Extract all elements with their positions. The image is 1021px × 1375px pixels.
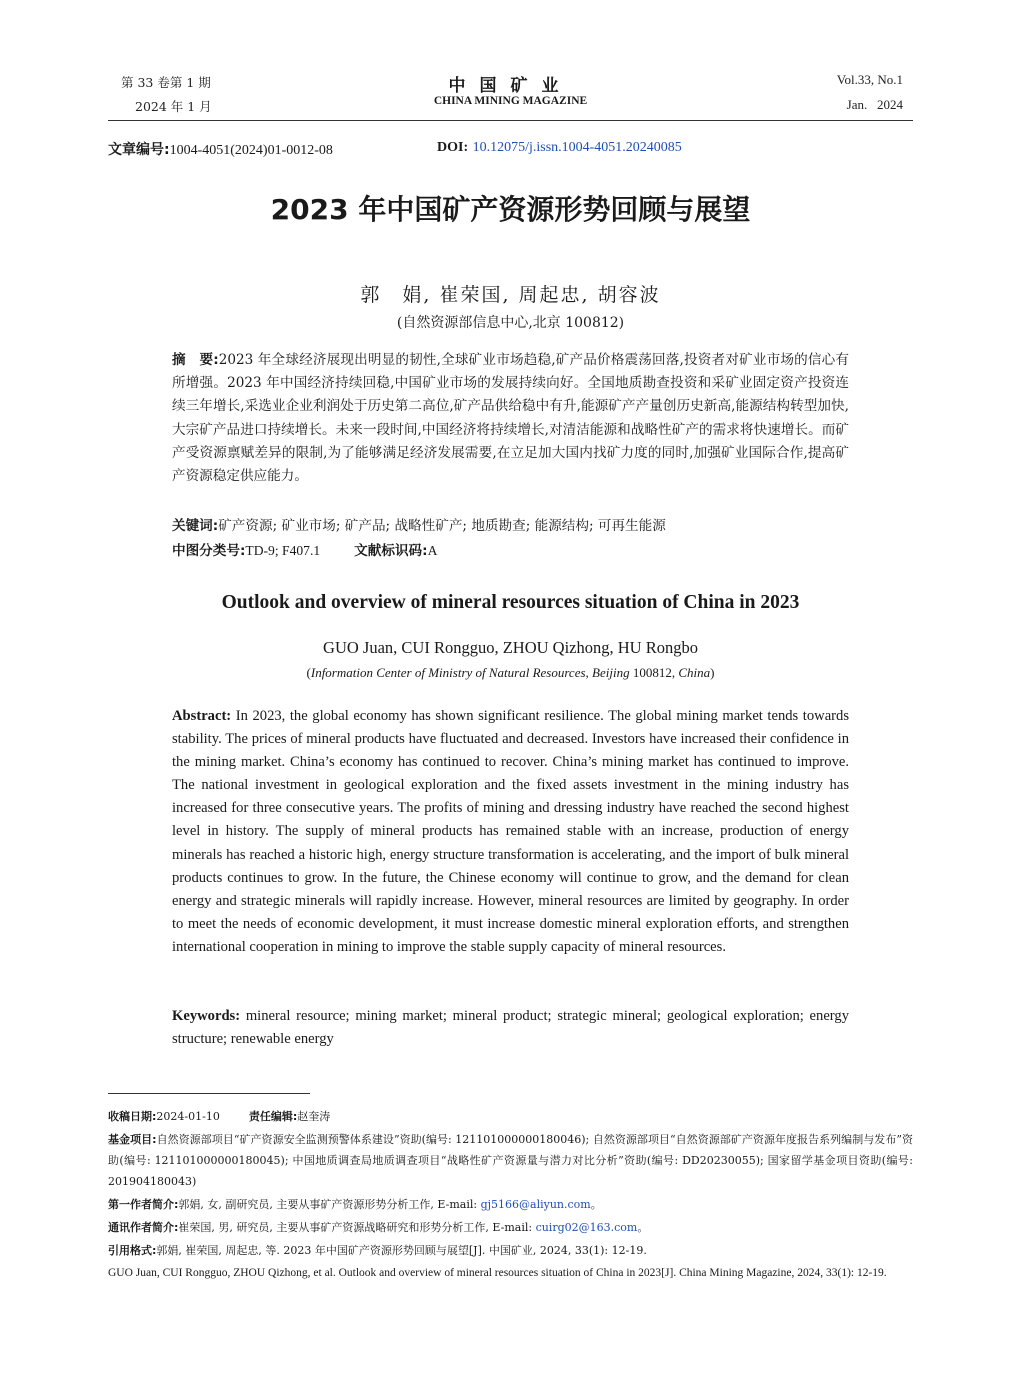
keywords-cn xyxy=(172,515,849,538)
first-author-email-link[interactable]: gj5166@aliyun.com xyxy=(480,1198,591,1211)
volume-issue-cn: 第 33 卷第 1 期 xyxy=(121,75,211,90)
title-en: Outlook and overview of mineral resources situation of China in 2023 xyxy=(221,592,800,613)
clc-label: 中图分类号: xyxy=(172,543,246,559)
volume-issue-en: Vol.33, No.1 xyxy=(836,72,903,87)
affil-open: ( xyxy=(306,665,311,680)
article-number-label: 文章编号: xyxy=(108,142,170,158)
authors-cn: 郭 娟, 崔荣国, 周起忠, 胡容波 xyxy=(360,284,661,306)
citation-cn-text: 郭娟, 崔荣国, 周起忠, 等. 2023 年中国矿产资源形势回顾与展望[J]. 中国矿业, 2024, 33(1): 12-19. xyxy=(156,1244,647,1257)
affil-close: ) xyxy=(710,665,715,680)
header-divider xyxy=(108,120,913,121)
keywords-en xyxy=(172,1005,849,1051)
fund-label: 基金项目: xyxy=(108,1133,157,1146)
abstract-cn-text: 2023 年全球经济展现出明显的韧性,全球矿业市场趋稳,矿产品价格震荡回落,投资者对矿业市场的信心有所增强。2023 年中国经济持续回稳,中国矿业市场的发展持续向好。全国地质勘查投资和采矿业固定资产投资连续三年增长,采选业企业利润处于历史第二高位,矿产品供给稳中有升,能源矿产产量创历史新高,能源结构转型加快,大宗矿产品进口持续增长。未来一段时间,中国经济将持续增长,对清洁能源和战略性矿产的需求将快速增长。而矿产受资源禀赋差异的限制,为了能够满足经济发展需要,在立足加大国内找矿力度的同时,加强矿业国际合作,提高矿产资源稳定供应能力。 xyxy=(172,352,849,485)
page-title: 2023 年中国矿产资源形势回顾与展望 xyxy=(270,193,751,226)
footnote-received xyxy=(108,1106,913,1127)
affil-org: Information Center of Ministry of Natural Resources xyxy=(310,665,586,680)
article-number xyxy=(108,139,333,159)
keywords-cn-text: 矿产资源; 矿业市场; 矿产品; 战略性矿产; 地质勘查; 能源结构; 可再生能源 xyxy=(218,518,666,534)
abstract-cn xyxy=(172,349,849,488)
date-cn: 2024 年 1 月 xyxy=(135,99,212,114)
doi-link[interactable]: 10.12075/j.issn.1004-4051.20240085 xyxy=(472,140,682,155)
keywords-cn-label: 关键词: xyxy=(172,518,219,534)
journal-name-cn: 中国矿业 xyxy=(448,76,573,96)
abstract-en xyxy=(172,705,849,959)
footnote-citation-en: GUO Juan, CUI Rongguo, ZHOU Qizhong, et al. Outlook and overview of mineral resources situation of China in 2023[J]. China Mining Magazine, 2024, 33(1): 12-19. xyxy=(108,1267,887,1279)
footnote-divider xyxy=(108,1093,310,1094)
first-author-label: 第一作者简介: xyxy=(108,1198,179,1211)
classification xyxy=(172,539,849,563)
received-label: 收稿日期: xyxy=(108,1110,157,1123)
abstract-en-text: In 2023, the global economy has shown significant resilience. The global mining market tends towards stability. The prices of mineral products have fluctuated and decreased. Investors have increased their confidence in the mining market. China’s economy has continued to recover. China’s mining market has continued to improve. The national investment in geological exploration and the fixed assets investment in the mining industry has increased for three consecutive years. The profits of mining and dressing industry have reached the second highest level in history. The supply of mineral products has remained stable with an increase, production of energy minerals has reached a historic high, energy structure transformation is accelerating, and the import of bulk mineral products continues to grow. In the future, the Chinese economy will continue to grow, and the demand for clean energy and strategic minerals will rapidly increase. However, mineral resources are limited by geography. In order to meet the needs of economic development, it must increase domestic mineral exploration efforts, and strengthen international cooperation in mining to improve the stable supply capacity of mineral resources. xyxy=(172,708,850,955)
citation-label: 引用格式: xyxy=(108,1244,157,1257)
doc-code-label: 文献标识码: xyxy=(354,543,428,559)
abstract-cn-label: 摘 要: xyxy=(172,352,219,368)
corr-author-end: 。 xyxy=(637,1221,649,1234)
abstract-en-label: Abstract: xyxy=(172,708,232,724)
first-author-end: 。 xyxy=(590,1198,602,1211)
footnote-citation-cn xyxy=(108,1240,913,1261)
doc-code-value: A xyxy=(427,543,438,558)
doi-label: DOI: xyxy=(437,140,469,155)
journal-name-en: CHINA MINING MAGAZINE xyxy=(433,95,588,107)
date-en: Jan. 2024 xyxy=(846,97,903,112)
editor-name: 赵奎涛 xyxy=(297,1110,331,1123)
corr-author-text: 崔荣国, 男, 研究员, 主要从事矿产资源战略研究和形势分析工作, E-mail: xyxy=(178,1221,536,1234)
authors-en: GUO Juan, CUI Rongguo, ZHOU Qizhong, HU Rongbo xyxy=(323,638,698,657)
editor-label: 责任编辑: xyxy=(248,1110,298,1123)
clc-value: TD-9; F407.1 xyxy=(245,543,321,558)
affil-city: Beijing xyxy=(592,665,630,680)
corr-author-email-link[interactable]: cuirg02@163.com xyxy=(535,1221,638,1234)
article-number-value: 1004-4051(2024)01-0012-08 xyxy=(169,143,333,158)
footnote-corresponding-author xyxy=(108,1217,913,1238)
keywords-en-label: Keywords: xyxy=(172,1008,241,1024)
footnote-first-author xyxy=(108,1194,913,1215)
received-date: 2024-01-10 xyxy=(156,1110,220,1123)
affil-country: China xyxy=(678,665,711,680)
affiliation-cn: (自然资源部信息中心,北京 100812) xyxy=(396,315,625,331)
affiliation-en: (Information Center of Ministry of Natural Resources, Beijing 100812, China) xyxy=(306,665,715,680)
corr-author-label: 通讯作者简介: xyxy=(108,1221,179,1234)
footnote-fund xyxy=(108,1129,913,1192)
doi xyxy=(437,139,682,156)
first-author-text: 郭娟, 女, 副研究员, 主要从事矿产资源形势分析工作, E-mail: xyxy=(178,1198,481,1211)
fund-text: 自然资源部项目“矿产资源安全监测预警体系建设”资助(编号: 121101000000180046); 自然资源部项目“自然资源部矿产资源年度报告系列编制与发布”资助(编号: 121101000000180045); 中国地质调查局地质调查项目“战略性矿产资源量与潜力对比分析”资助(编号: DD20230055); 国家留学基金项目资助(编号: 201904180043) xyxy=(108,1133,914,1188)
keywords-en-text: mineral resource; mining market; mineral product; strategic mineral; geological exploration; energy structure; renewable energy xyxy=(172,1008,849,1048)
affil-postcode: 100812, xyxy=(629,665,679,680)
